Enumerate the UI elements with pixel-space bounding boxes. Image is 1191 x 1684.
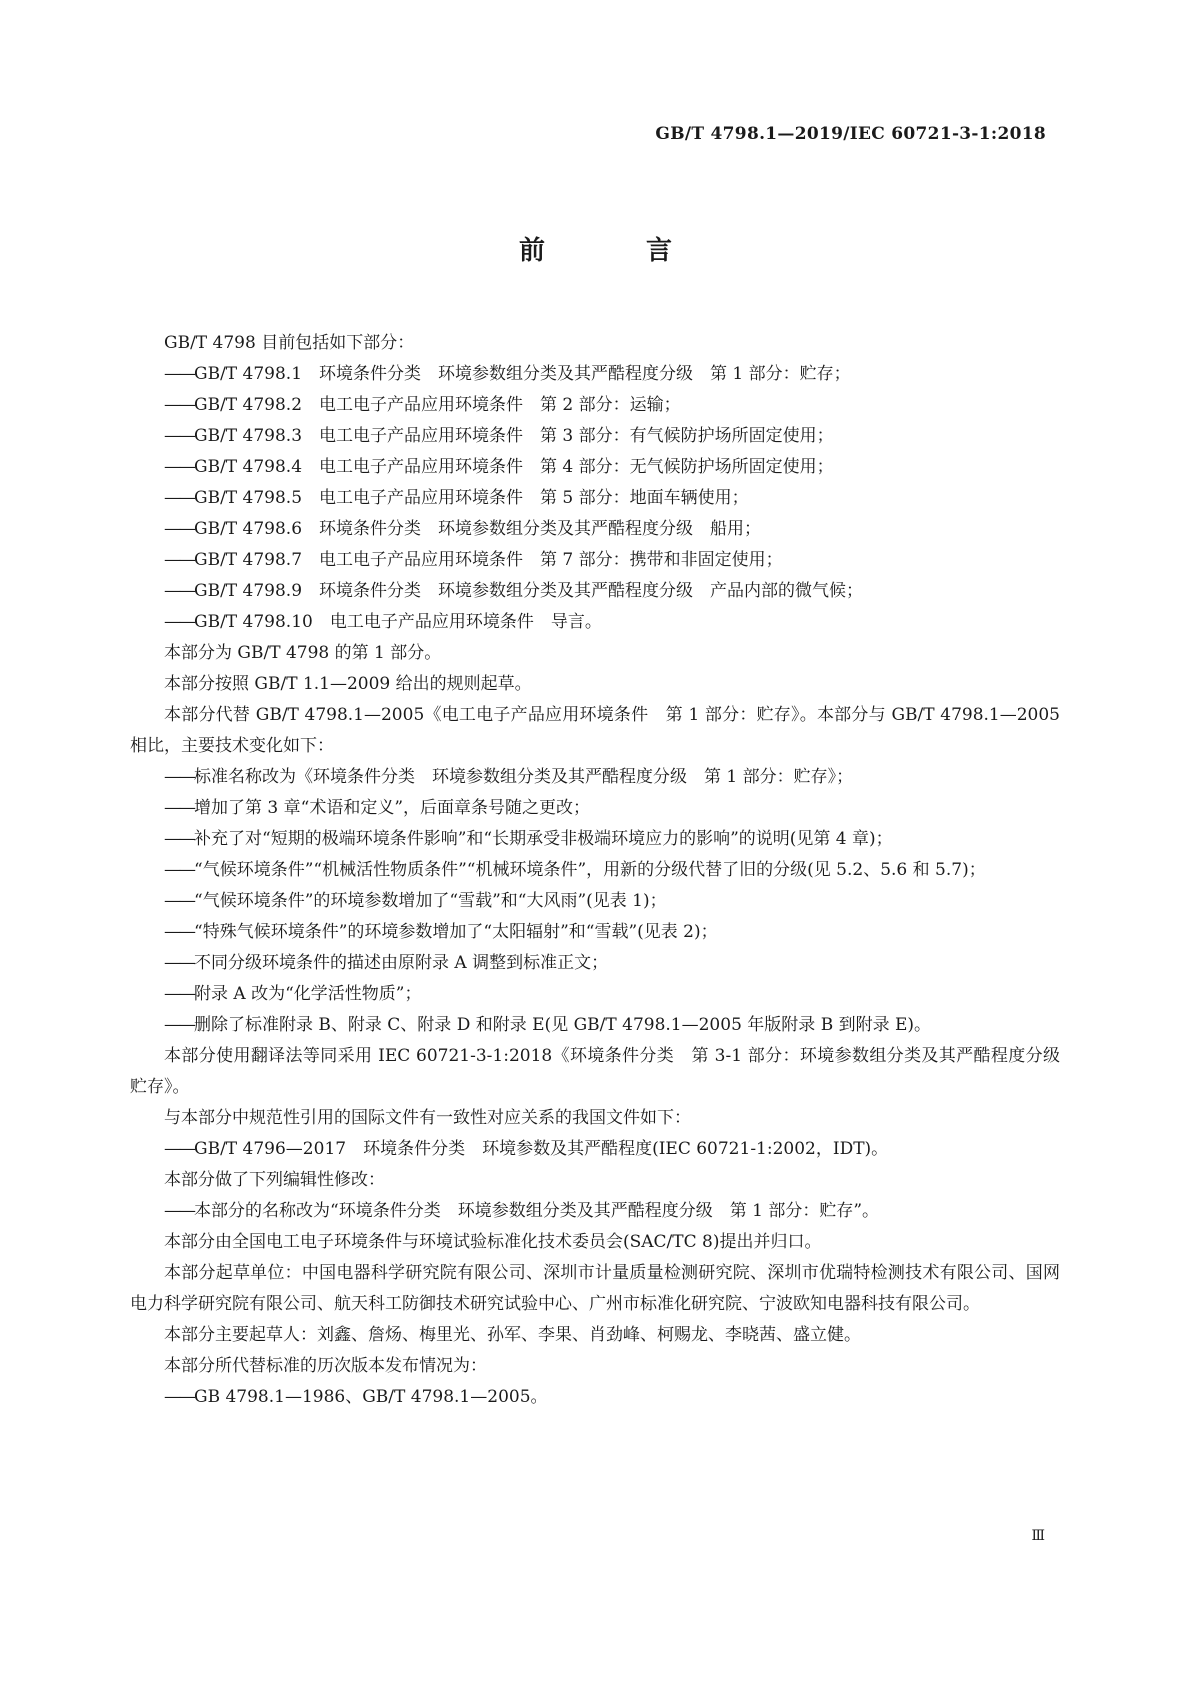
list-item: ——GB/T 4796—2017 环境条件分类 环境参数及其严酷程度(IEC 60721-1:2002，IDT)。: [164, 1139, 889, 1159]
part-of-paragraph: 本部分为 GB/T 4798 的第 1 部分。: [164, 643, 442, 663]
list-item: ——附录 A 改为“化学活性物质”；: [164, 984, 422, 1004]
list-item: ——GB/T 4798.9 环境条件分类 环境参数组分类及其严酷程度分级 产品内部的微气候；: [164, 581, 864, 601]
drafting-rules-paragraph: 本部分按照 GB/T 1.1—2009 给出的规则起草。: [164, 674, 532, 694]
list-item: ——GB/T 4798.5 电工电子产品应用环境条件 第 5 部分：地面车辆使用；: [164, 488, 749, 508]
changes-list: [130, 762, 1060, 1041]
list-item: ——不同分级环境条件的描述由原附录 A 调整到标准正文；: [164, 953, 609, 973]
list-item: ——GB/T 4798.7 电工电子产品应用环境条件 第 7 部分：携带和非固定使用；: [164, 550, 783, 570]
intro-paragraph: GB/T 4798 目前包括如下部分：: [164, 333, 415, 353]
drafting-units-paragraph: 本部分起草单位：中国电器科学研究院有限公司、深圳市计量质量检测研究院、深圳市优瑞特检测技术有限公司、国网电力科学研究院有限公司、航天科工防御技术研究试验中心、广州市标准化研究院、宁波欧知电器科技有限公司。: [130, 1263, 1060, 1314]
list-item: ——本部分的名称改为“环境条件分类 环境参数组分类及其严酷程度分级 第 1 部分：贮存”。: [164, 1201, 880, 1221]
correspondence-paragraph: 与本部分中规范性引用的国际文件有一致性对应关系的我国文件如下：: [164, 1108, 691, 1128]
list-item: ——GB/T 4798.3 电工电子产品应用环境条件 第 3 部分：有气候防护场所固定使用；: [164, 426, 834, 446]
list-item: ——“气候环境条件”“机械活性物质条件”“机械环境条件”，用新的分级代替了旧的分级(见 5.2、5.6 和 5.7)；: [164, 860, 986, 880]
list-item: ——GB/T 4798.4 电工电子产品应用环境条件 第 4 部分：无气候防护场所固定使用；: [164, 457, 834, 477]
list-item: ——“特殊气候环境条件”的环境参数增加了“太阳辐射”和“雪载”(见表 2)；: [164, 922, 718, 942]
list-item: ——增加了第 3 章“术语和定义”，后面章条号随之更改；: [164, 798, 591, 818]
editorial-paragraph: 本部分做了下列编辑性修改：: [164, 1170, 385, 1190]
history-paragraph: 本部分所代替标准的历次版本发布情况为：: [164, 1356, 487, 1376]
proposed-by-paragraph: 本部分由全国电工电子环境条件与环境试验标准化技术委员会(SAC/TC 8)提出并归口。: [164, 1232, 822, 1252]
parts-list: [130, 359, 1060, 638]
list-item: ——GB 4798.1—1986、GB/T 4798.1—2005。: [164, 1387, 548, 1407]
list-item: ——GB/T 4798.2 电工电子产品应用环境条件 第 2 部分：运输；: [164, 395, 681, 415]
replaces-paragraph: 本部分代替 GB/T 4798.1—2005《电工电子产品应用环境条件 第 1 部分：贮存》。本部分与 GB/T 4798.1—2005 相比，主要技术变化如下：: [130, 705, 1060, 756]
page-title: 前 言: [518, 236, 719, 266]
drafters-paragraph: 本部分主要起草人：刘鑫、詹炀、梅里光、孙军、李果、肖劲峰、柯赐龙、李晓茜、盛立健。: [164, 1325, 861, 1345]
list-item: ——GB/T 4798.1 环境条件分类 环境参数组分类及其严酷程度分级 第 1 部分：贮存；: [164, 364, 851, 384]
list-item: ——补充了对“短期的极端环境条件影响”和“长期承受非极端环境应力的影响”的说明(见第 4 章)；: [164, 829, 893, 849]
list-item: ——删除了标准附录 B、附录 C、附录 D 和附录 E(见 GB/T 4798.1—2005 年版附录 B 到附录 E)。: [164, 1015, 932, 1035]
list-item: ——标准名称改为《环境条件分类 环境参数组分类及其严酷程度分级 第 1 部分：贮存》；: [164, 767, 854, 787]
standard-code-header: GB/T 4798.1—2019/IEC 60721-3-1:2018: [655, 124, 1046, 144]
list-item: ——GB/T 4798.6 环境条件分类 环境参数组分类及其严酷程度分级 船用；: [164, 519, 762, 539]
page-number: Ⅲ: [1031, 1528, 1045, 1544]
list-item: ——GB/T 4798.10 电工电子产品应用环境条件 导言。: [164, 612, 602, 632]
list-item: ——“气候环境条件”的环境参数增加了“雪载”和“大风雨”(见表 1)；: [164, 891, 667, 911]
foreword-body: [130, 328, 1077, 1413]
translation-paragraph: 本部分使用翻译法等同采用 IEC 60721-3-1:2018《环境条件分类 第 3-1 部分：环境参数组分类及其严酷程度分级 贮存》。: [130, 1046, 1077, 1097]
